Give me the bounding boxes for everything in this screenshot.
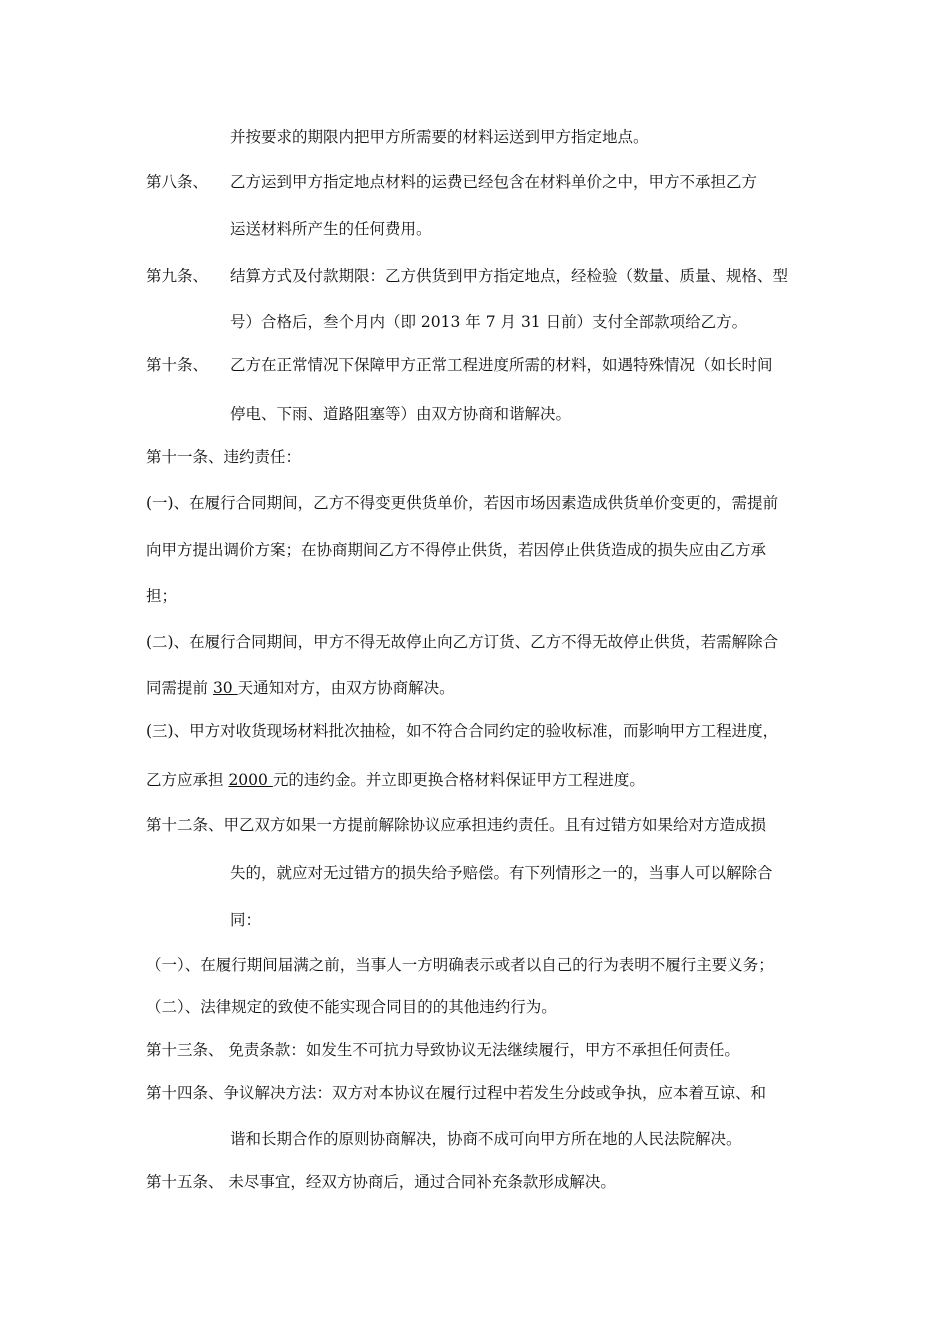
article-12-line-2: 失的，就应对无过错方的损失给予赔偿。有下列情形之一的，当事人可以解除合 (230, 864, 773, 882)
article-11-clause-3-line-1: (三)、甲方对收货现场材料批次抽检，如不符合合同约定的验收标准，而影响甲方工程进度， (146, 722, 779, 740)
article-11-clause-1-line-3: 担； (146, 587, 178, 605)
article-13: 第十三条、 免责条款：如发生不可抗力导致协议无法继续履行，甲方不承担任何责任。 (146, 1041, 740, 1059)
article-8-line-2: 运送材料所产生的任何费用。 (230, 220, 432, 238)
article-11-title: 第十一条、违约责任： (146, 448, 302, 466)
article-10-label: 第十条、 (146, 356, 209, 374)
article-12-line-3: 同： (230, 911, 262, 929)
article-11-clause-3-line-2: 乙方应承担 2000 元的违约金。并立即更换合格材料保证甲方工程进度。 (146, 771, 645, 789)
article-14-line-1: 第十四条、争议解决方法：双方对本协议在履行过程中若发生分歧或争执，应本着互谅、和 (146, 1084, 767, 1102)
article-12-line-1: 第十二条、甲乙双方如果一方提前解除协议应承担违约责任。且有过错方如果给对方造成损 (146, 816, 767, 834)
article-11-clause-1-line-1: (一)、在履行合同期间，乙方不得变更供货单价，若因市场因素造成供货单价变更的，需提前 (146, 494, 779, 512)
article-15: 第十五条、 未尽事宜，经双方协商后，通过合同补充条款形成解决。 (146, 1173, 616, 1191)
article-9-line-1: 结算方式及付款期限：乙方供货到甲方指定地点，经检验（数量、质量、规格、型 (230, 267, 789, 285)
article-7-continuation: 并按要求的期限内把甲方所需要的材料运送到甲方指定地点。 (230, 128, 649, 146)
article-11-clause-2-line-1: (二)、在履行合同期间，甲方不得无故停止向乙方订货、乙方不得无故停止供货，若需解除合 (146, 633, 779, 651)
article-11-clause-2-line-2: 同需提前 30 天通知对方，由双方协商解决。 (146, 679, 455, 697)
article-10-line-1: 乙方在正常情况下保障甲方正常工程进度所需的材料，如遇特殊情况（如长时间 (230, 356, 773, 374)
article-10-line-2: 停电、下雨、道路阻塞等）由双方协商和谐解决。 (230, 405, 572, 423)
article-8-line-1: 乙方运到甲方指定地点材料的运费已经包含在材料单价之中，甲方不承担乙方 (230, 173, 758, 191)
article-14-line-2: 谐和长期合作的原则协商解决，协商不成可向甲方所在地的人民法院解决。 (230, 1130, 742, 1148)
notice-days: 30 (212, 679, 238, 697)
article-12-clause-1: （一）、在履行期间届满之前，当事人一方明确表示或者以自己的行为表明不履行主要义务； (146, 956, 774, 974)
article-12-clause-2: （二）、法律规定的致使不能实现合同目的的其他违约行为。 (146, 998, 557, 1016)
penalty-amount: 2000 (228, 771, 273, 789)
article-9-line-2: 号）合格后，叁个月内（即 2013 年 7 月 31 日前）支付全部款项给乙方。 (230, 313, 748, 331)
article-9-label: 第九条、 (146, 267, 209, 285)
article-8-label: 第八条、 (146, 173, 209, 191)
article-11-clause-1-line-2: 向甲方提出调价方案；在协商期间乙方不得停止供货，若因停止供货造成的损失应由乙方承 (146, 541, 767, 559)
